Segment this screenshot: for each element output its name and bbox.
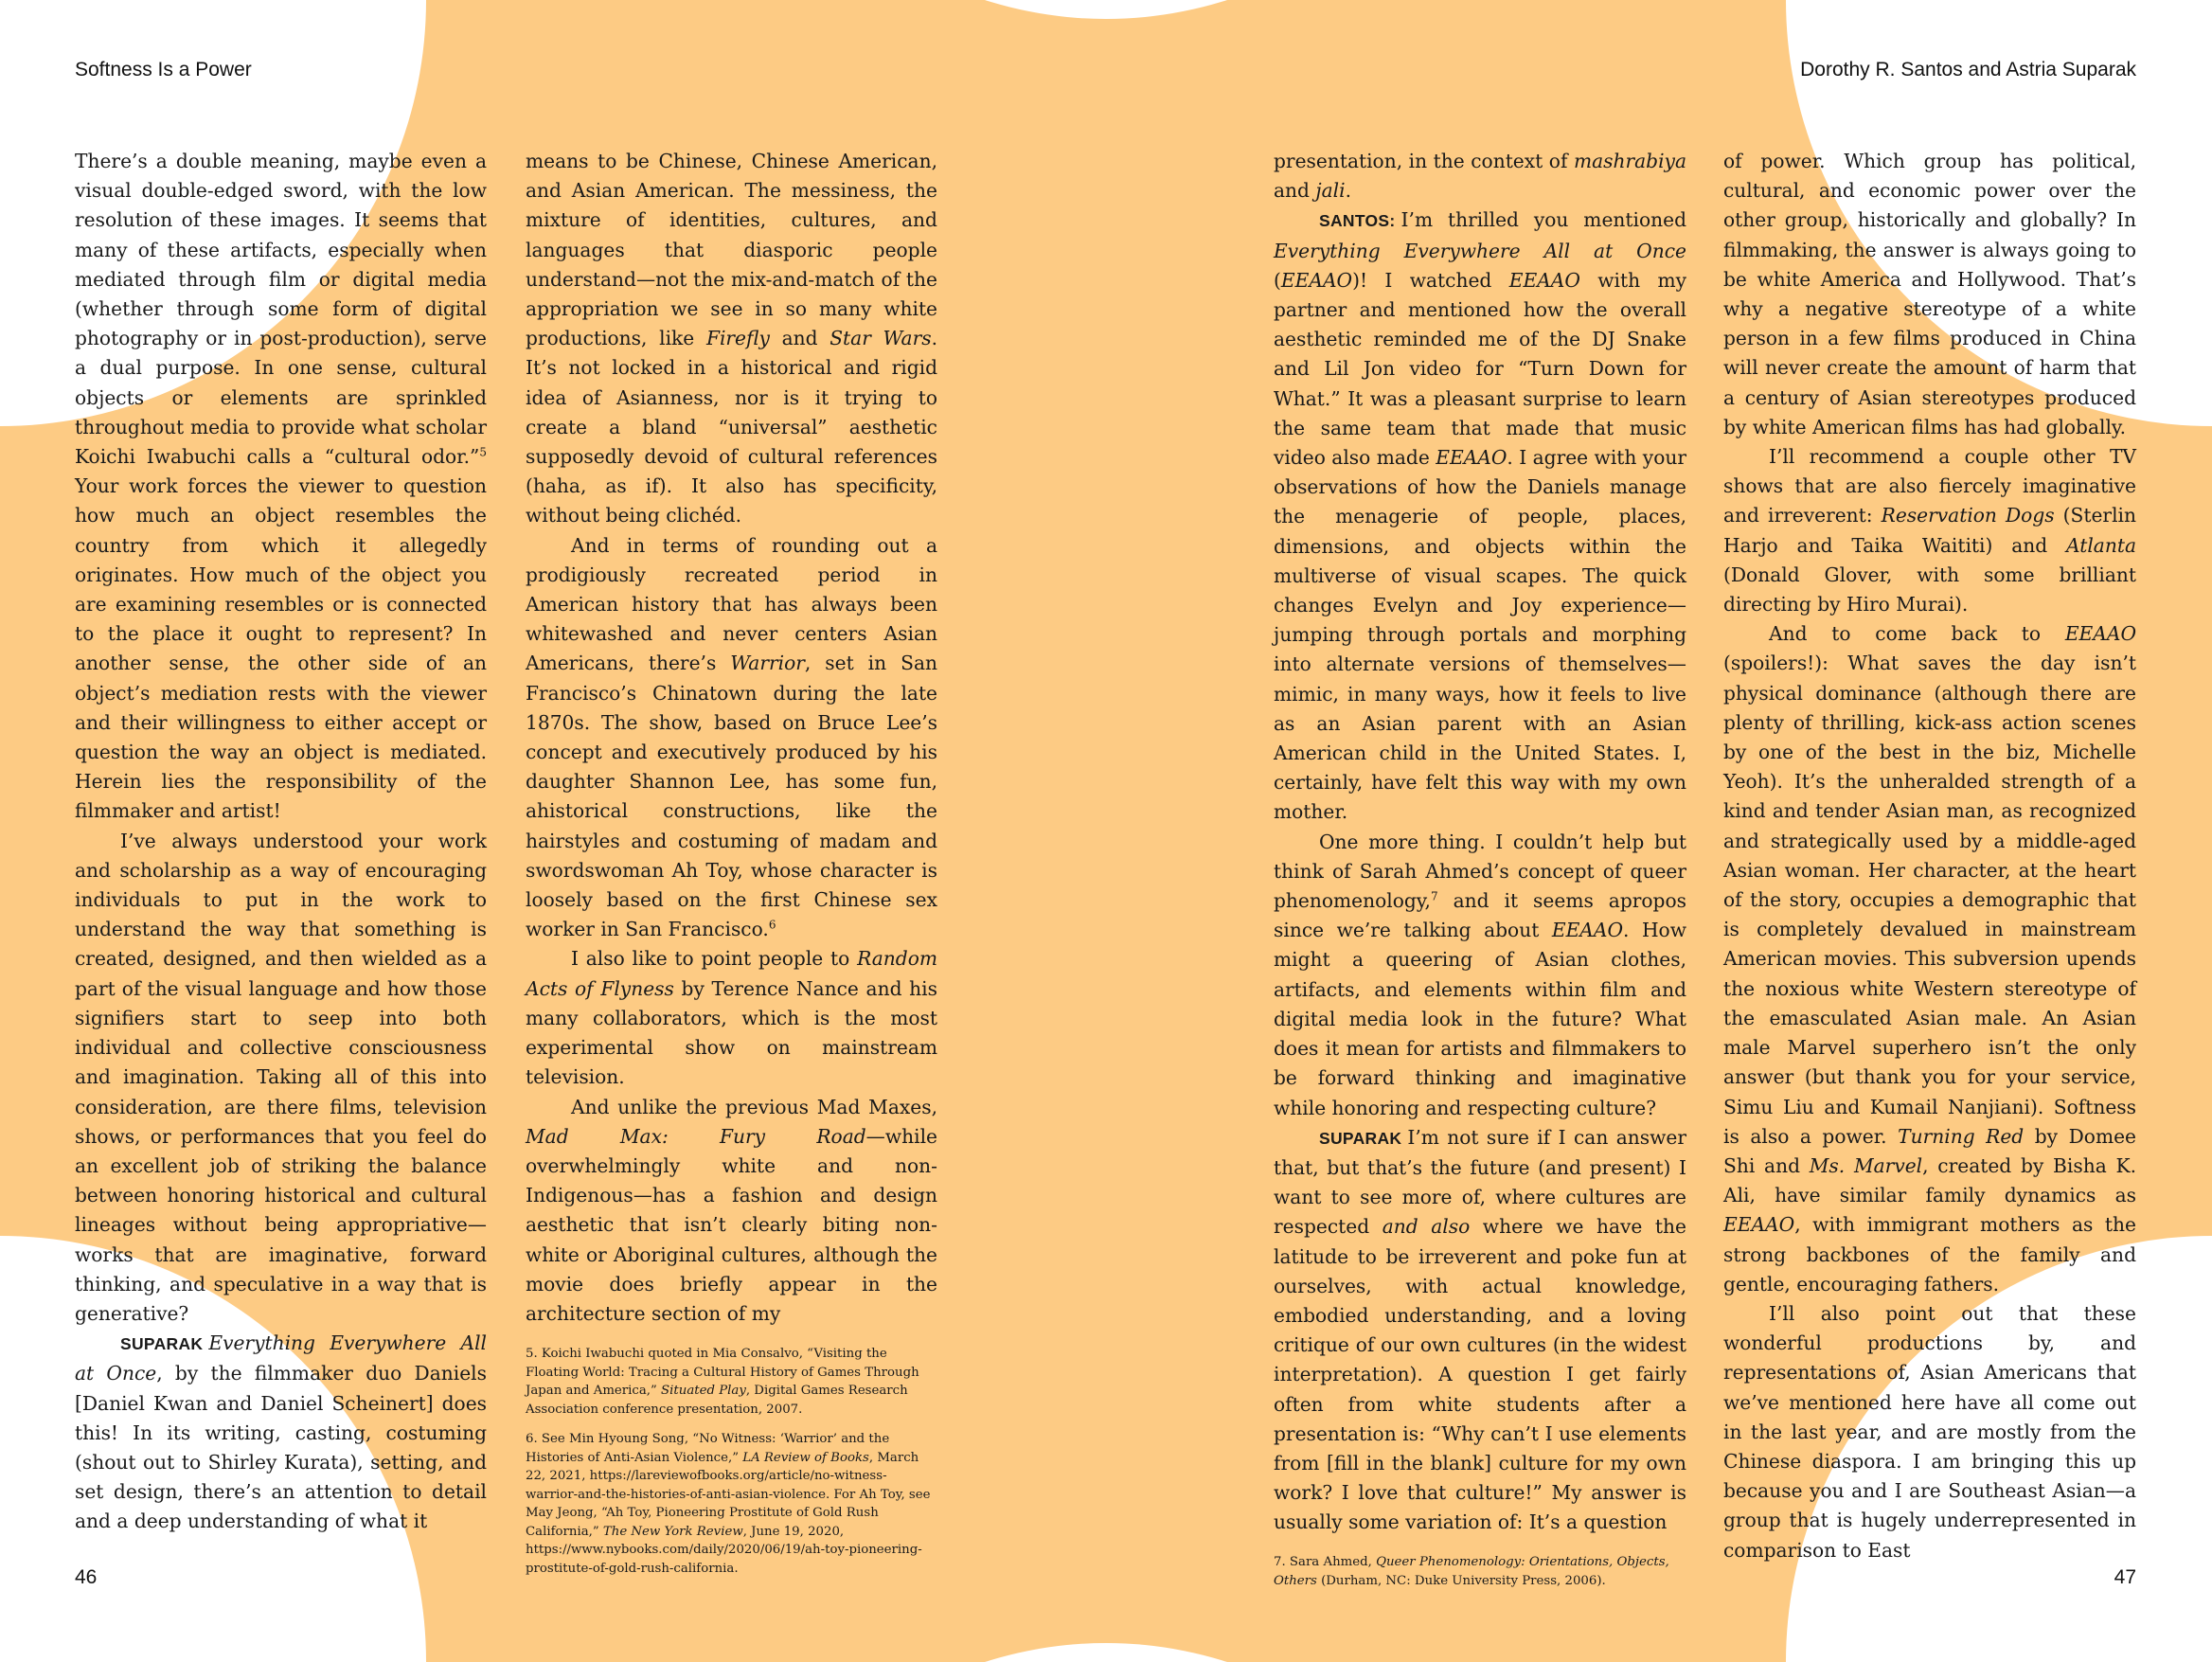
paragraph-text: .: [1345, 179, 1352, 203]
paragraph: of power. Which group has political, cultural, and economic power over the other group, historically and globally? In filmmaking, the answer is always going to be white America and Hollywood. That’s why a negative stereotype of a white person in a few films produced in China will never create the amount of harm that a century of Asian stereotypes produced by white American films has had globally.: [1723, 150, 2136, 438]
footnote-6: [526, 1430, 937, 1578]
footnote-7: [1274, 1553, 1690, 1590]
footnote-ref: 5: [479, 445, 487, 459]
paragraph-text: And in terms of rounding out a prodigiously recreated period in American history that has always been whitewashed and never centers Asian Americans, there’s: [526, 533, 937, 675]
work-title: Reservation Dogs: [1881, 504, 2055, 527]
speaker-label: SANTOS:: [1319, 211, 1396, 231]
work-title: EEAAO: [1723, 1213, 1795, 1237]
term: jali: [1315, 179, 1346, 203]
paragraph-text: Your work forces the viewer to question how much an object resembles the country from which it allegedly originates. How much of the object you are examining resembles or is connected to the place it ought to represent? In another sense, the other side of an object’s mediation rests with the viewer and their willingness to either accept or question the way an object is mediated. Herein lies the responsibility of the filmmaker and artist!: [75, 474, 487, 823]
work-title: EEAAO: [1551, 919, 1624, 942]
paragraph-text: by Domee Shi and: [1723, 1124, 2136, 1177]
paragraph: [1274, 1123, 1686, 1538]
work-title: Mad Max: Fury Road: [526, 1124, 866, 1148]
footnote-5: [526, 1345, 937, 1419]
paragraph-text: , set in San Francisco’s Chinatown during the late 1870s. The show, based on Bruce Lee’s concept and executively produced by his daughter Shannon Lee, has some fun, ahistorical constructions, like the hairstyles and costuming of madam and swordswoman Ah Toy, whose character is loosely based on the first Chinese sex worker in San Francisco.: [526, 652, 937, 941]
paragraph: [526, 531, 937, 945]
speaker-label: SUPARAK: [1319, 1128, 1402, 1148]
paragraph-text: by Terence Nance and his many collaborators, which is the most experimental show on mainstream television.: [526, 976, 937, 1089]
work-title: Ms. Marvel: [1809, 1153, 1923, 1177]
paragraph: [75, 1329, 487, 1536]
work-title: EEAAO: [1436, 446, 1507, 470]
paragraph: [526, 147, 937, 531]
footnote-text: 5. Koichi Iwabuchi quoted in Mia Consalvo, “Visiting the Floating World: Tracing a Cultural History of Games Through Japan and America,”: [526, 1347, 919, 1398]
page-number-right: 47: [2114, 1566, 2136, 1588]
footnotes-left: [526, 1345, 937, 1589]
paragraph-text: with my partner and mentioned how the overall aesthetic reminded me of the DJ Snake and Lil Jon video for “Turn Down for What.” It was a pleasant surprise to learn the same team that made that music video also made: [1274, 268, 1686, 470]
footnote-text: 7. Sara Ahmed,: [1274, 1555, 1377, 1569]
paragraph-text: where we have the latitude to be irreverent and poke fun at ourselves, with actual knowledge, embodied understanding, and a loving critique of our own cultures (in the widest interpretation). A question I get fairly often from white students after a presentation is: “Why can’t I use elements from [fill in the blank] culture for my own work? I love that culture!” My answer is usually some variation of: It’s a question: [1274, 1215, 1686, 1534]
paragraph-text: And unlike the previous Mad Maxes,: [571, 1095, 937, 1118]
paragraph-text: I’m not sure if I can answer that, but that’s the future (and present) I want to see more of, where cultures are respected: [1274, 1125, 1686, 1239]
footnote-ref: 7: [1430, 889, 1438, 903]
paragraph: [1723, 442, 2136, 619]
paragraph-text: I also like to point people to: [571, 947, 858, 971]
work-title: The New York Review: [602, 1524, 743, 1539]
text-column-3: [1274, 147, 1686, 1538]
work-title: LA Review of Books: [742, 1450, 869, 1465]
footnote-text: , March 22, 2021, https://lareviewofbooks.org/article/no-witness-warrior-and-the-histories-of-anti-asian-violence. For Ah Toy, see May Jeong, “Ah Toy, Pioneering Prostitute of Gold Rush California,”: [526, 1450, 931, 1539]
work-title: EEAAO: [1508, 268, 1580, 292]
paragraph: [526, 944, 937, 1092]
paragraph-text: )! I watched: [1352, 268, 1509, 292]
paragraph: [1723, 619, 2136, 1299]
paragraph: [1274, 828, 1686, 1123]
paragraph-text: And to come back to: [1769, 622, 2065, 646]
paragraph: [1274, 147, 1686, 206]
work-title: Turning Red: [1898, 1124, 2025, 1148]
paragraph-text: , with immigrant mothers as the strong backbones of the family and gentle, encouraging fathers.: [1723, 1213, 2136, 1296]
paragraph-text: and: [1274, 179, 1316, 203]
paragraph-text: I’m thrilled you mentioned: [1400, 208, 1686, 232]
work-title: Situated Play: [661, 1384, 746, 1398]
paragraph: I’ve always understood your work and scholarship as a way of encouraging individuals to put in the work to understand the way that something is created, designed, and then wielded as a part of the visual language and how those signifiers start to seep into both individual and collective consciousness and imagination. Taking all of this into consideration, are there films, television shows, or performances that you feel do an excellent job of striking the balance between honoring historical and cultural lineages without being appropriative—works that are imaginative, forward thinking, and speculative in a way that is generative?: [75, 829, 487, 1325]
paragraph-text: and it seems apropos since we’re talking about: [1274, 889, 1686, 942]
paragraph-text: means to be Chinese, Chinese American, and Asian American. The messiness, the mixture of identities, cultures, and languages that diasporic people understand—not the mix-and-match of the appropriation we see in so many white productions, like: [526, 150, 937, 350]
emphasis: and also: [1382, 1215, 1471, 1239]
footnote-ref: 6: [768, 918, 776, 932]
work-title: Queer Phenomenology: Orientations, Objects, Others: [1274, 1555, 1669, 1588]
paragraph-text: , by the filmmaker duo Daniels [Daniel Kwan and Daniel Scheinert] does this! In its writing, casting, costuming (shout out to Shirley Kurata), setting, and set design, there’s an attention to detail and a deep understanding of what it: [75, 1362, 488, 1533]
paragraph-text: , created by Bisha K. Ali, have similar family dynamics as: [1723, 1153, 2137, 1207]
footnote-text: 6. See Min Hyoung Song, “No Witness: ‘Warrior’ and the Histories of Anti-Asian Violence,”: [526, 1432, 890, 1465]
footnotes-right: [1274, 1553, 1690, 1601]
paragraph-text: presentation, in the context of: [1274, 150, 1574, 172]
running-head-title: Softness Is a Power: [75, 59, 252, 80]
term: mashrabiya: [1573, 150, 1686, 172]
work-title: EEAAO: [2064, 622, 2136, 646]
footnote-text: (Durham, NC: Duke University Press, 2006).: [1316, 1573, 1606, 1588]
paragraph-text: There’s a double meaning, maybe even a visual double-edged sword, with the low resolution of these images. It seems that many of these artifacts, especially when mediated through film or digital media (whether through some form of digital photography or in post-production), serve a dual purpose. In one sense, cultural objects or elements are sprinkled throughout media to provide what scholar Koichi Iwabuchi calls a “cultural odor.”: [75, 150, 487, 469]
work-title: Warrior: [730, 652, 805, 675]
paragraph-text: I’ll recommend a couple other TV shows that are also fiercely imaginative and irreverent:: [1723, 445, 2136, 527]
paragraph: [1274, 206, 1686, 827]
paragraph-text: —while overwhelmingly white and non-Indigenous—has a fashion and design aesthetic that isn’t clearly biting non-white or Aboriginal cultures, although the movie does briefly appear in the architecture section of my: [526, 1124, 937, 1325]
work-title: Everything Everywhere All at Once: [75, 1331, 487, 1385]
footnote-text: , Digital Games Research Association conference presentation, 2007.: [526, 1384, 908, 1417]
paragraph-text: (Donald Glover, with some brilliant directing by Hiro Murai).: [1723, 563, 2136, 617]
text-column-2: [526, 147, 937, 1329]
work-title: Everything Everywhere All at Once: [1274, 239, 1686, 262]
work-title: Firefly: [705, 327, 770, 350]
paragraph-text: and: [769, 327, 830, 350]
paragraph-text: . How might a queering of Asian clothes, artifacts, and elements within film and digital media look in the future? What does it mean for artists and filmmakers to be forward thinking and imaginative while honoring and respecting culture?: [1274, 919, 1686, 1119]
work-title: EEAAO: [1280, 268, 1353, 292]
paragraph-text: (Sterlin Harjo and Taika Waititi) and: [1723, 504, 2136, 557]
running-head-authors: Dorothy R. Santos and Astria Suparak: [1800, 59, 2136, 80]
footnote-text: , June 19, 2020, https://www.nybooks.com/daily/2020/06/19/ah-toy-pioneering-prostitute-of-gold-rush-california.: [526, 1524, 922, 1576]
paragraph-text: . It’s not locked in a historical and rigid idea of Asianness, nor is it trying to create a bland “universal” aesthetic supposedly devoid of cultural references (haha, as if). It also has specificity, without being clichéd.: [526, 327, 937, 527]
work-title: Atlanta: [2066, 533, 2136, 557]
paragraph-text: One more thing. I couldn’t help but think of Sarah Ahmed’s concept of queer phenomenology,: [1274, 830, 1686, 913]
work-title: Star Wars: [830, 327, 932, 350]
paragraph-text: . I agree with your observations of how the Daniels manage the menagerie of people, places, dimensions, and objects within the multiverse of visual scapes. The quick changes Evelyn and Joy experience—jumping through portals and morphing into alternate versions of themselves—mimic, in many ways, how it feels to live as an Asian parent with an Asian American child in the United States. I, certainly, have felt this way with my own mother.: [1274, 446, 1687, 824]
paragraph-text: (spoilers!): What saves the day isn’t physical dominance (although there are plenty of thrilling, kick-ass action scenes by one of the best in the biz, Michelle Yeoh). It’s the unheralded strength of a kind and tender Asian man, as recognized and strategically used by a middle-aged Asian woman. Her character, at the heart of the story, occupies a demographic that is completely devalued in mainstream American movies. This subversion upends the noxious white Western stereotype of the emasculated Asian male. An Asian male Marvel superhero isn’t the only answer (but thank you for your service, Simu Liu and Kumail Nanjiani). Softness is also a power.: [1723, 652, 2136, 1148]
text-column-1: [75, 147, 487, 1537]
work-title: Random Acts of Flyness: [526, 947, 937, 1000]
paragraph: I’ll also point out that these wonderful productions by, and representations of, Asian Americans that we’ve mentioned here have all come out in the last year, and are mostly from the Chinese diaspora. I am bringing this up because you and I are Southeast Asian—a group that is hugely underrepresented in comparison to East: [1723, 1301, 2136, 1562]
speaker-label: SUPARAK: [120, 1334, 204, 1354]
page-number-left: 46: [75, 1566, 98, 1588]
text-column-4: [1723, 147, 2136, 1565]
paragraph: [526, 1093, 937, 1330]
paragraph-text: (: [1274, 268, 1281, 292]
paragraph: [75, 147, 487, 827]
